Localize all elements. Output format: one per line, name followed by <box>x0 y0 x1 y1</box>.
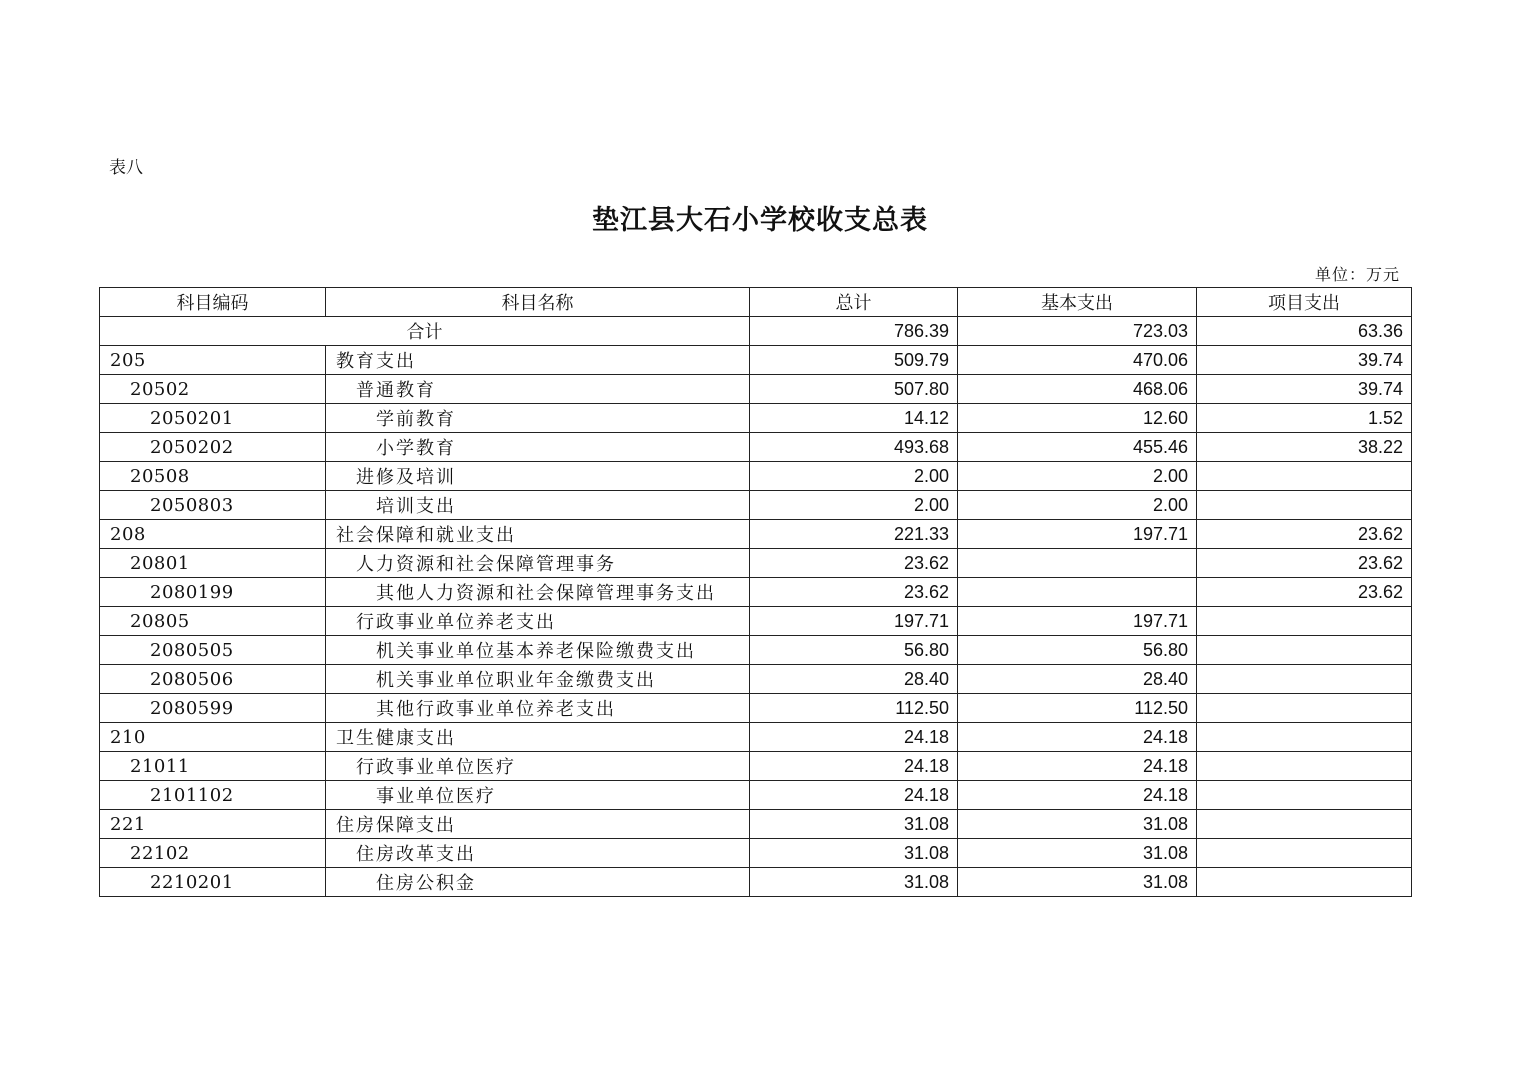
cell-basic: 24.18 <box>958 752 1197 781</box>
cell-project: 1.52 <box>1197 404 1412 433</box>
cell-name: 人力资源和社会保障管理事务 <box>326 549 750 578</box>
cell-project <box>1197 636 1412 665</box>
cell-code: 2101102 <box>100 781 326 810</box>
cell-total: 509.79 <box>750 346 958 375</box>
cell-project <box>1197 810 1412 839</box>
header-total: 总计 <box>750 288 958 317</box>
cell-project <box>1197 781 1412 810</box>
budget-table <box>99 287 1412 897</box>
table-row <box>100 723 1412 752</box>
cell-basic: 112.50 <box>958 694 1197 723</box>
cell-total: 24.18 <box>750 723 958 752</box>
cell-total: 2.00 <box>750 491 958 520</box>
cell-project: 39.74 <box>1197 375 1412 404</box>
unit-label: 单位：万元 <box>1314 265 1400 284</box>
cell-name: 其他行政事业单位养老支出 <box>326 694 750 723</box>
total-label: 合计 <box>100 317 750 346</box>
cell-name: 其他人力资源和社会保障管理事务支出 <box>326 578 750 607</box>
cell-code: 2080506 <box>100 665 326 694</box>
cell-project <box>1197 752 1412 781</box>
cell-project: 23.62 <box>1197 578 1412 607</box>
cell-total: 24.18 <box>750 752 958 781</box>
cell-name: 小学教育 <box>326 433 750 462</box>
cell-basic: 28.40 <box>958 665 1197 694</box>
cell-total: 493.68 <box>750 433 958 462</box>
cell-total: 507.80 <box>750 375 958 404</box>
cell-project: 23.62 <box>1197 549 1412 578</box>
cell-code: 20801 <box>100 549 326 578</box>
cell-basic: 31.08 <box>958 839 1197 868</box>
table-row <box>100 404 1412 433</box>
cell-code: 210 <box>100 723 326 752</box>
cell-total: 31.08 <box>750 810 958 839</box>
header-basic: 基本支出 <box>958 288 1197 317</box>
table-row <box>100 810 1412 839</box>
header-code: 科目编码 <box>100 288 326 317</box>
table-row <box>100 375 1412 404</box>
cell-total: 56.80 <box>750 636 958 665</box>
table-header-row <box>100 288 1412 317</box>
table-row <box>100 491 1412 520</box>
cell-total: 2.00 <box>750 462 958 491</box>
table-row <box>100 346 1412 375</box>
cell-total: 23.62 <box>750 578 958 607</box>
cell-basic: 470.06 <box>958 346 1197 375</box>
cell-total: 14.12 <box>750 404 958 433</box>
table-row <box>100 520 1412 549</box>
table-row <box>100 607 1412 636</box>
cell-name: 教育支出 <box>326 346 750 375</box>
table-row <box>100 433 1412 462</box>
cell-name: 机关事业单位职业年金缴费支出 <box>326 665 750 694</box>
cell-project <box>1197 607 1412 636</box>
cell-code: 2050803 <box>100 491 326 520</box>
table-number-label: 表八 <box>109 158 143 178</box>
cell-basic: 2.00 <box>958 462 1197 491</box>
cell-total: 28.40 <box>750 665 958 694</box>
cell-basic: 24.18 <box>958 781 1197 810</box>
total-basic: 723.03 <box>958 317 1197 346</box>
cell-code: 2210201 <box>100 868 326 897</box>
cell-name: 社会保障和就业支出 <box>326 520 750 549</box>
total-project: 63.36 <box>1197 317 1412 346</box>
cell-project <box>1197 839 1412 868</box>
cell-code: 2050201 <box>100 404 326 433</box>
table-row <box>100 752 1412 781</box>
cell-name: 机关事业单位基本养老保险缴费支出 <box>326 636 750 665</box>
cell-name: 住房改革支出 <box>326 839 750 868</box>
cell-total: 31.08 <box>750 868 958 897</box>
cell-name: 行政事业单位医疗 <box>326 752 750 781</box>
page-title: 垫江县大石小学校收支总表 <box>592 205 928 236</box>
cell-code: 2080599 <box>100 694 326 723</box>
cell-basic: 455.46 <box>958 433 1197 462</box>
cell-basic: 197.71 <box>958 607 1197 636</box>
cell-code: 22102 <box>100 839 326 868</box>
cell-basic: 56.80 <box>958 636 1197 665</box>
cell-project: 38.22 <box>1197 433 1412 462</box>
cell-name: 普通教育 <box>326 375 750 404</box>
cell-name: 行政事业单位养老支出 <box>326 607 750 636</box>
cell-basic: 197.71 <box>958 520 1197 549</box>
cell-code: 205 <box>100 346 326 375</box>
cell-basic <box>958 549 1197 578</box>
table-row <box>100 839 1412 868</box>
cell-name: 卫生健康支出 <box>326 723 750 752</box>
cell-project <box>1197 723 1412 752</box>
header-project: 项目支出 <box>1197 288 1412 317</box>
cell-total: 23.62 <box>750 549 958 578</box>
table-row <box>100 462 1412 491</box>
header-name: 科目名称 <box>326 288 750 317</box>
cell-basic: 468.06 <box>958 375 1197 404</box>
cell-project <box>1197 491 1412 520</box>
total-row <box>100 317 1412 346</box>
cell-basic: 31.08 <box>958 810 1197 839</box>
cell-total: 221.33 <box>750 520 958 549</box>
cell-project: 23.62 <box>1197 520 1412 549</box>
cell-project: 39.74 <box>1197 346 1412 375</box>
cell-total: 31.08 <box>750 839 958 868</box>
cell-name: 进修及培训 <box>326 462 750 491</box>
table-row <box>100 868 1412 897</box>
cell-name: 事业单位医疗 <box>326 781 750 810</box>
cell-code: 20508 <box>100 462 326 491</box>
cell-total: 112.50 <box>750 694 958 723</box>
cell-name: 学前教育 <box>326 404 750 433</box>
total-total: 786.39 <box>750 317 958 346</box>
cell-basic: 31.08 <box>958 868 1197 897</box>
cell-basic: 12.60 <box>958 404 1197 433</box>
cell-basic: 2.00 <box>958 491 1197 520</box>
cell-project <box>1197 694 1412 723</box>
table-row <box>100 578 1412 607</box>
cell-basic <box>958 578 1197 607</box>
cell-project <box>1197 665 1412 694</box>
table-body <box>100 317 1412 897</box>
cell-total: 197.71 <box>750 607 958 636</box>
table-row <box>100 694 1412 723</box>
table-row <box>100 665 1412 694</box>
cell-code: 20805 <box>100 607 326 636</box>
cell-name: 住房保障支出 <box>326 810 750 839</box>
cell-code: 2080199 <box>100 578 326 607</box>
cell-code: 2080505 <box>100 636 326 665</box>
cell-basic: 24.18 <box>958 723 1197 752</box>
cell-project <box>1197 868 1412 897</box>
table-row <box>100 549 1412 578</box>
cell-total: 24.18 <box>750 781 958 810</box>
cell-name: 培训支出 <box>326 491 750 520</box>
cell-code: 21011 <box>100 752 326 781</box>
cell-name: 住房公积金 <box>326 868 750 897</box>
cell-code: 221 <box>100 810 326 839</box>
cell-project <box>1197 462 1412 491</box>
cell-code: 208 <box>100 520 326 549</box>
cell-code: 20502 <box>100 375 326 404</box>
table-row <box>100 636 1412 665</box>
table-row <box>100 781 1412 810</box>
cell-code: 2050202 <box>100 433 326 462</box>
